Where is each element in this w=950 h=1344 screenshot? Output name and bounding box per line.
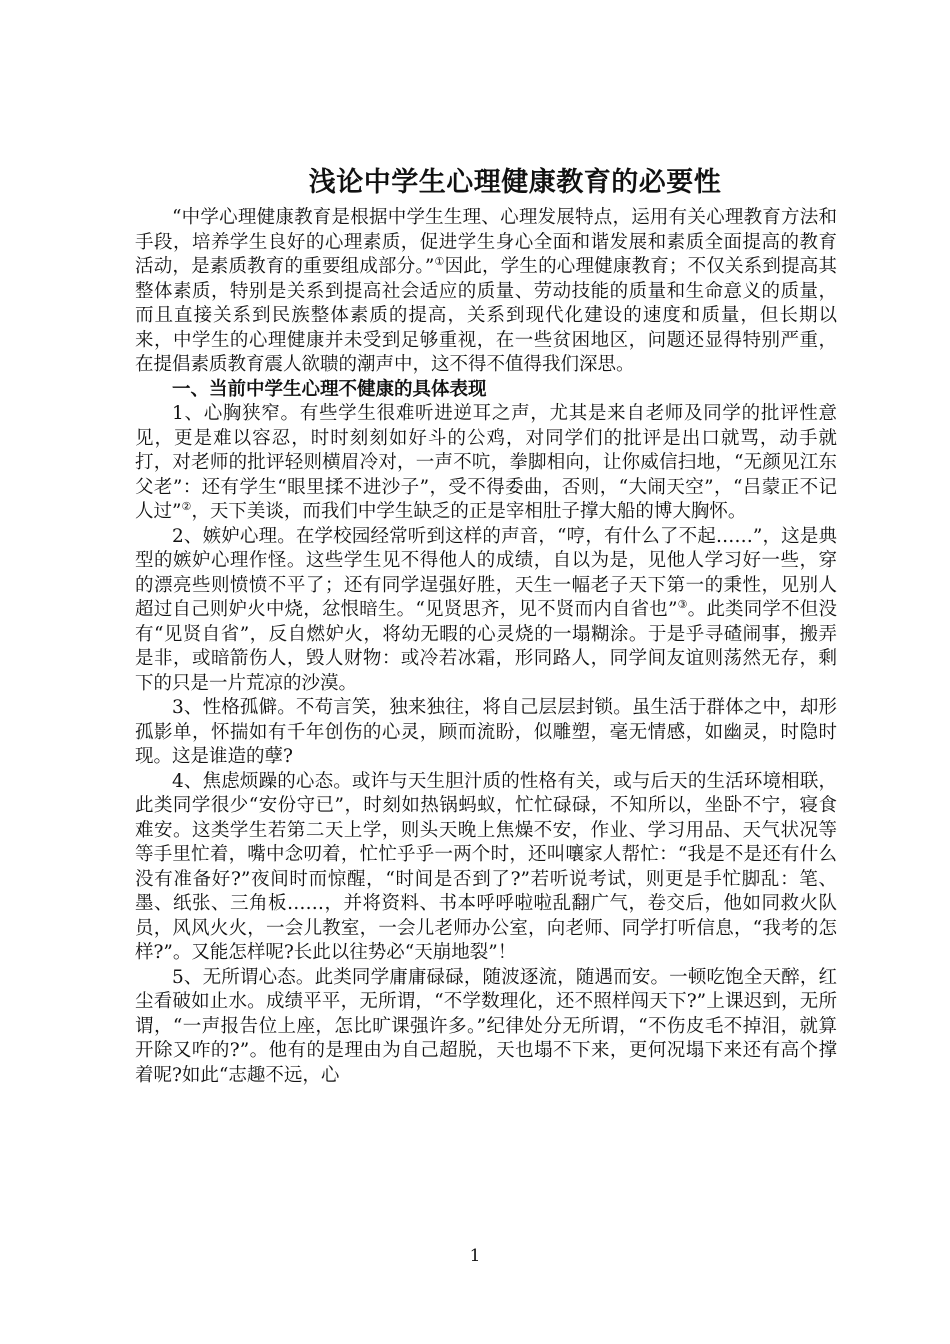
paragraph-text: 。此类同学不但没有“见贤自省”，反自燃妒火，将幼无暇的心灵烧的一塌糊涂。于是乎寻碴闹事，搬弄是非，或暗箭伤人，毁人财物：或冷若冰霜，形同路人，同学间友谊则荡然无存，剩下的只是一片荒凉的沙漠。: [135, 599, 837, 694]
intro-text: 因此，学生的心理健康教育；不仅关系到提高其整体素质，特别是关系到提高社会适应的质量、劳动技能的质量和生命意义的质量，而且直接关系到民族整体素质的提高，关系到现代化建设的速度和质量，但长期以来，中学生的心理健康并未受到足够重视，在一些贫困地区，问题还显得特别严重，在提倡素质教育震人欲聩的潮声中，这不得不值得我们深思。: [135, 256, 837, 375]
footnote-marker: ②: [181, 499, 192, 513]
footnote-marker: ①: [434, 254, 445, 268]
paragraph-text: ，天下美谈，而我们中学生缺乏的正是宰相肚子撑大船的博大胸怀。: [191, 501, 747, 522]
page-number: 1: [469, 1246, 481, 1266]
paragraph-text: 1、心胸狭窄。有些学生很难听进逆耳之声，尤其是来自老师及同学的批评性意见，更是难以容忍，时时刻刻如好斗的公鸡，对同学们的批评是出口就骂，动手就打，对老师的批评轻则横眉冷对，一声不吭，拳脚相向，让你威信扫地，“无颜见江东父老”：还有学生“眼里揉不进沙子”，受不得委曲，否则，“大闹天空”，“吕蒙正不记人过”: [135, 403, 837, 522]
document-title: 浅论中学生心理健康教育的必要性: [308, 167, 722, 198]
paragraph-item-3: 3、性格孤僻。不苟言笑，独来独往，将自己层层封锁。虽生活于群体之中，却形孤影单，怀揣如有千年创伤的心灵，顾而流盼，似雕塑，毫无情感，如幽灵，时隐时现。这是谁造的孽?: [135, 697, 837, 767]
footnote-marker: ③: [677, 597, 688, 611]
intro-paragraph: [135, 206, 837, 378]
paragraph-item-2: [135, 525, 837, 697]
document-body: [135, 206, 837, 1088]
intro-text: “中学心理健康教育是根据中学生生理、心理发展特点，运用有关心理教育方法和手段，培养学生良好的心理素质，促进学生身心全面和谐发展和素质全面提高的教育活动，是素质教育的重要组成部分。”: [135, 207, 837, 277]
section-heading: 一、当前中学生心理不健康的具体表现: [172, 378, 487, 400]
paragraph-item-1: [135, 402, 837, 525]
paragraph-item-5: 5、无所谓心态。此类同学庸庸碌碌，随波逐流，随遇而安。一顿吃饱全天醉，红尘看破如止水。成绩平平，无所谓，“不学数理化，还不照样闯天下?”上课迟到，无所谓，“一声报告位上座，怎比旷课强许多。”纪律处分无所谓，“不伤皮毛不掉泪，就算开除又咋的?”。他有的是理由为自己超脱，天也塌不下来，更何况塌下来还有高个撑着呢?如此“志趣不远，心: [135, 966, 837, 1086]
paragraph-item-4: 4、焦虑烦躁的心态。或许与天生胆汁质的性格有关，或与后天的生活环境相联，此类同学很少“安份守已”，时刻如热锅蚂蚁，忙忙碌碌，不知所以，坐卧不宁，寝食难安。这类学生若第二天上学，则头天晚上焦燥不安，作业、学习用品、天气状况等等手里忙着，嘴中念叨着，忙忙乎乎一两个时，还叫嚷家人帮忙：“我是不是还有什么没有准备好?”夜间时而惊醒，“时间是否到了?”若听说考试，则更是手忙脚乱：笔、墨、纸张、三角板……，并将资料、书本呼呼啦啦乱翻广气，卷交后，他如同救火队员，风风火火，一会儿教室，一会儿老师办公室，向老师、同学打听信息，“我考的怎样?”。又能怎样呢?长此以往势必“天崩地裂”！: [135, 770, 837, 963]
paragraph-text: 2、嫉妒心理。在学校园经常听到这样的声音，“哼，有什么了不起……”，这是典型的嫉妒心理作怪。这些学生见不得他人的成绩，自以为是，见他人学习好一些，穿的漂亮些则愤愤不平了；还有同学逞强好胜，天生一幅老子天下第一的秉性，见别人超过自己则妒火中烧，忿恨暗生。“见贤思齐，见不贤而内自省也”: [135, 525, 837, 620]
